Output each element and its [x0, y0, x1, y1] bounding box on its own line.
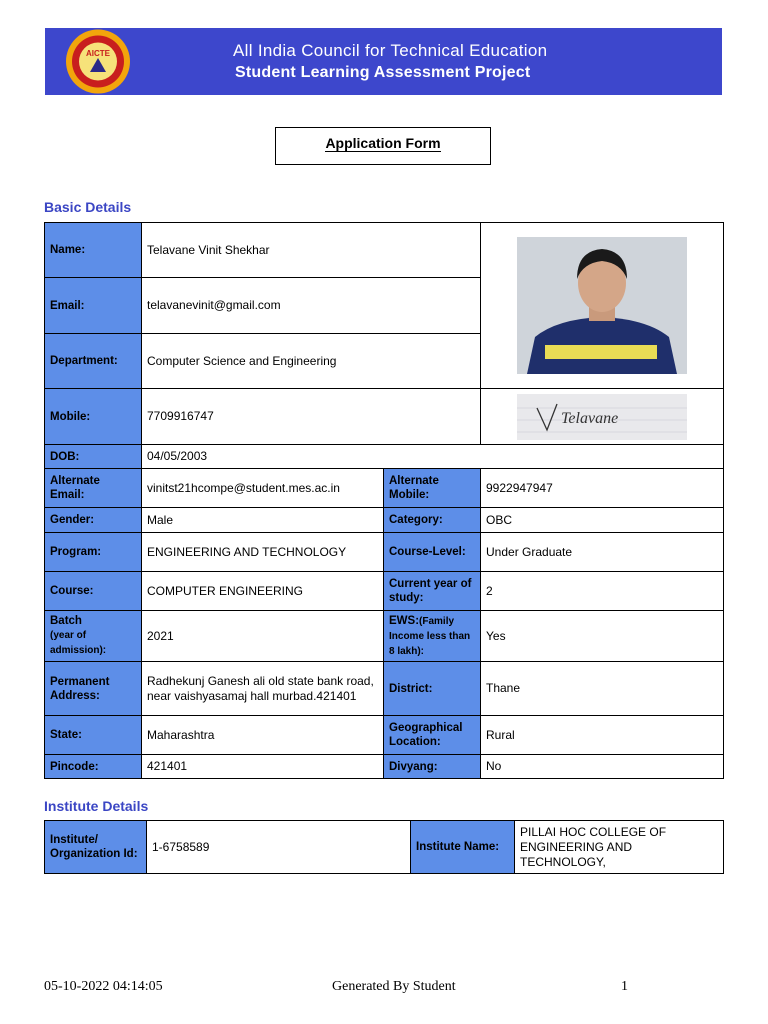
header-banner — [45, 28, 722, 95]
district-label: District: — [384, 662, 481, 716]
department-value: Computer Science and Engineering — [142, 334, 481, 389]
state-label: State: — [45, 716, 142, 755]
address-label: Permanent Address: — [45, 662, 142, 716]
table-row — [45, 508, 724, 533]
footer-timestamp: 05-10-2022 04:14:05 — [44, 979, 163, 994]
batch-label-cell — [45, 611, 142, 662]
section-institute-details: Institute Details — [44, 798, 149, 814]
ews-label: EWS: — [389, 614, 420, 627]
signature-cell — [481, 389, 724, 445]
institute-id-label: Institute/ Organization Id: — [45, 821, 147, 874]
student-signature — [517, 394, 687, 440]
category-value: OBC — [481, 508, 724, 533]
alt-email-label: Alternate Email: — [45, 469, 142, 508]
program-label: Program: — [45, 533, 142, 572]
district-value: Thane — [481, 662, 724, 716]
signature-text: Telavane — [561, 409, 619, 427]
institute-name-label: Institute Name: — [411, 821, 515, 874]
section-basic-details: Basic Details — [44, 199, 132, 215]
course-label: Course: — [45, 572, 142, 611]
alt-email-value: vinitst21hcompe@student.mes.ac.in — [142, 469, 384, 508]
category-label: Category: — [384, 508, 481, 533]
table-row — [45, 611, 724, 662]
alt-mobile-label: Alternate Mobile: — [384, 469, 481, 508]
table-row — [45, 223, 724, 278]
dob-value: 04/05/2003 — [142, 445, 724, 469]
table-row — [45, 716, 724, 755]
batch-sublabel: (year of admission): — [50, 630, 107, 656]
footer-generated-by: Generated By Student — [332, 979, 456, 994]
program-value: ENGINEERING AND TECHNOLOGY — [142, 533, 384, 572]
alt-mobile-value: 9922947947 — [481, 469, 724, 508]
pincode-label: Pincode: — [45, 755, 142, 779]
banner-subtitle: Student Learning Assessment Project — [235, 64, 531, 81]
institute-details-table — [44, 820, 724, 874]
geo-location-value: Rural — [481, 716, 724, 755]
form-title-box — [275, 127, 491, 165]
student-photo — [517, 237, 687, 374]
ews-sublabel: (Family Income less than 8 lakh): — [389, 615, 471, 657]
institute-name-value: PILLAI HOC COLLEGE OF ENGINEERING AND TECHNOLOGY, — [515, 821, 724, 874]
batch-label: Batch — [50, 615, 82, 627]
ews-label-cell — [384, 611, 481, 662]
table-row — [45, 389, 724, 445]
pincode-value: 421401 — [142, 755, 384, 779]
basic-details-table — [44, 222, 724, 779]
email-label: Email: — [45, 278, 142, 334]
institute-id-value: 1-6758589 — [147, 821, 411, 874]
mobile-label: Mobile: — [45, 389, 142, 445]
aicte-logo — [63, 28, 133, 95]
address-value: Radhekunj Ganesh ali old state bank road, near vaishyasamaj hall murbad.421401 — [142, 662, 384, 716]
gender-value: Male — [142, 508, 384, 533]
mobile-value: 7709916747 — [142, 389, 481, 445]
current-year-label: Current year of study: — [384, 572, 481, 611]
course-value: COMPUTER ENGINEERING — [142, 572, 384, 611]
email-value: telavanevinit@gmail.com — [142, 278, 481, 334]
table-row — [45, 572, 724, 611]
form-title: Application Form — [325, 135, 441, 151]
table-row — [45, 821, 724, 874]
table-row — [45, 445, 724, 469]
logo-text: AICTE — [86, 49, 110, 58]
name-value: Telavane Vinit Shekhar — [142, 223, 481, 278]
table-row — [45, 662, 724, 716]
name-label: Name: — [45, 223, 142, 278]
divyang-value: No — [481, 755, 724, 779]
batch-value: 2021 — [142, 611, 384, 662]
divyang-label: Divyang: — [384, 755, 481, 779]
department-label: Department: — [45, 334, 142, 389]
geo-location-label: Geographical Location: — [384, 716, 481, 755]
photo-cell — [481, 223, 724, 389]
table-row — [45, 755, 724, 779]
table-row — [45, 533, 724, 572]
course-level-value: Under Graduate — [481, 533, 724, 572]
gender-label: Gender: — [45, 508, 142, 533]
banner-title: All India Council for Technical Education — [233, 41, 548, 60]
ews-value: Yes — [481, 611, 724, 662]
table-row — [45, 469, 724, 508]
current-year-value: 2 — [481, 572, 724, 611]
course-level-label: Course-Level: — [384, 533, 481, 572]
footer-page-number: 1 — [621, 979, 628, 994]
state-value: Maharashtra — [142, 716, 384, 755]
dob-label: DOB: — [45, 445, 142, 469]
